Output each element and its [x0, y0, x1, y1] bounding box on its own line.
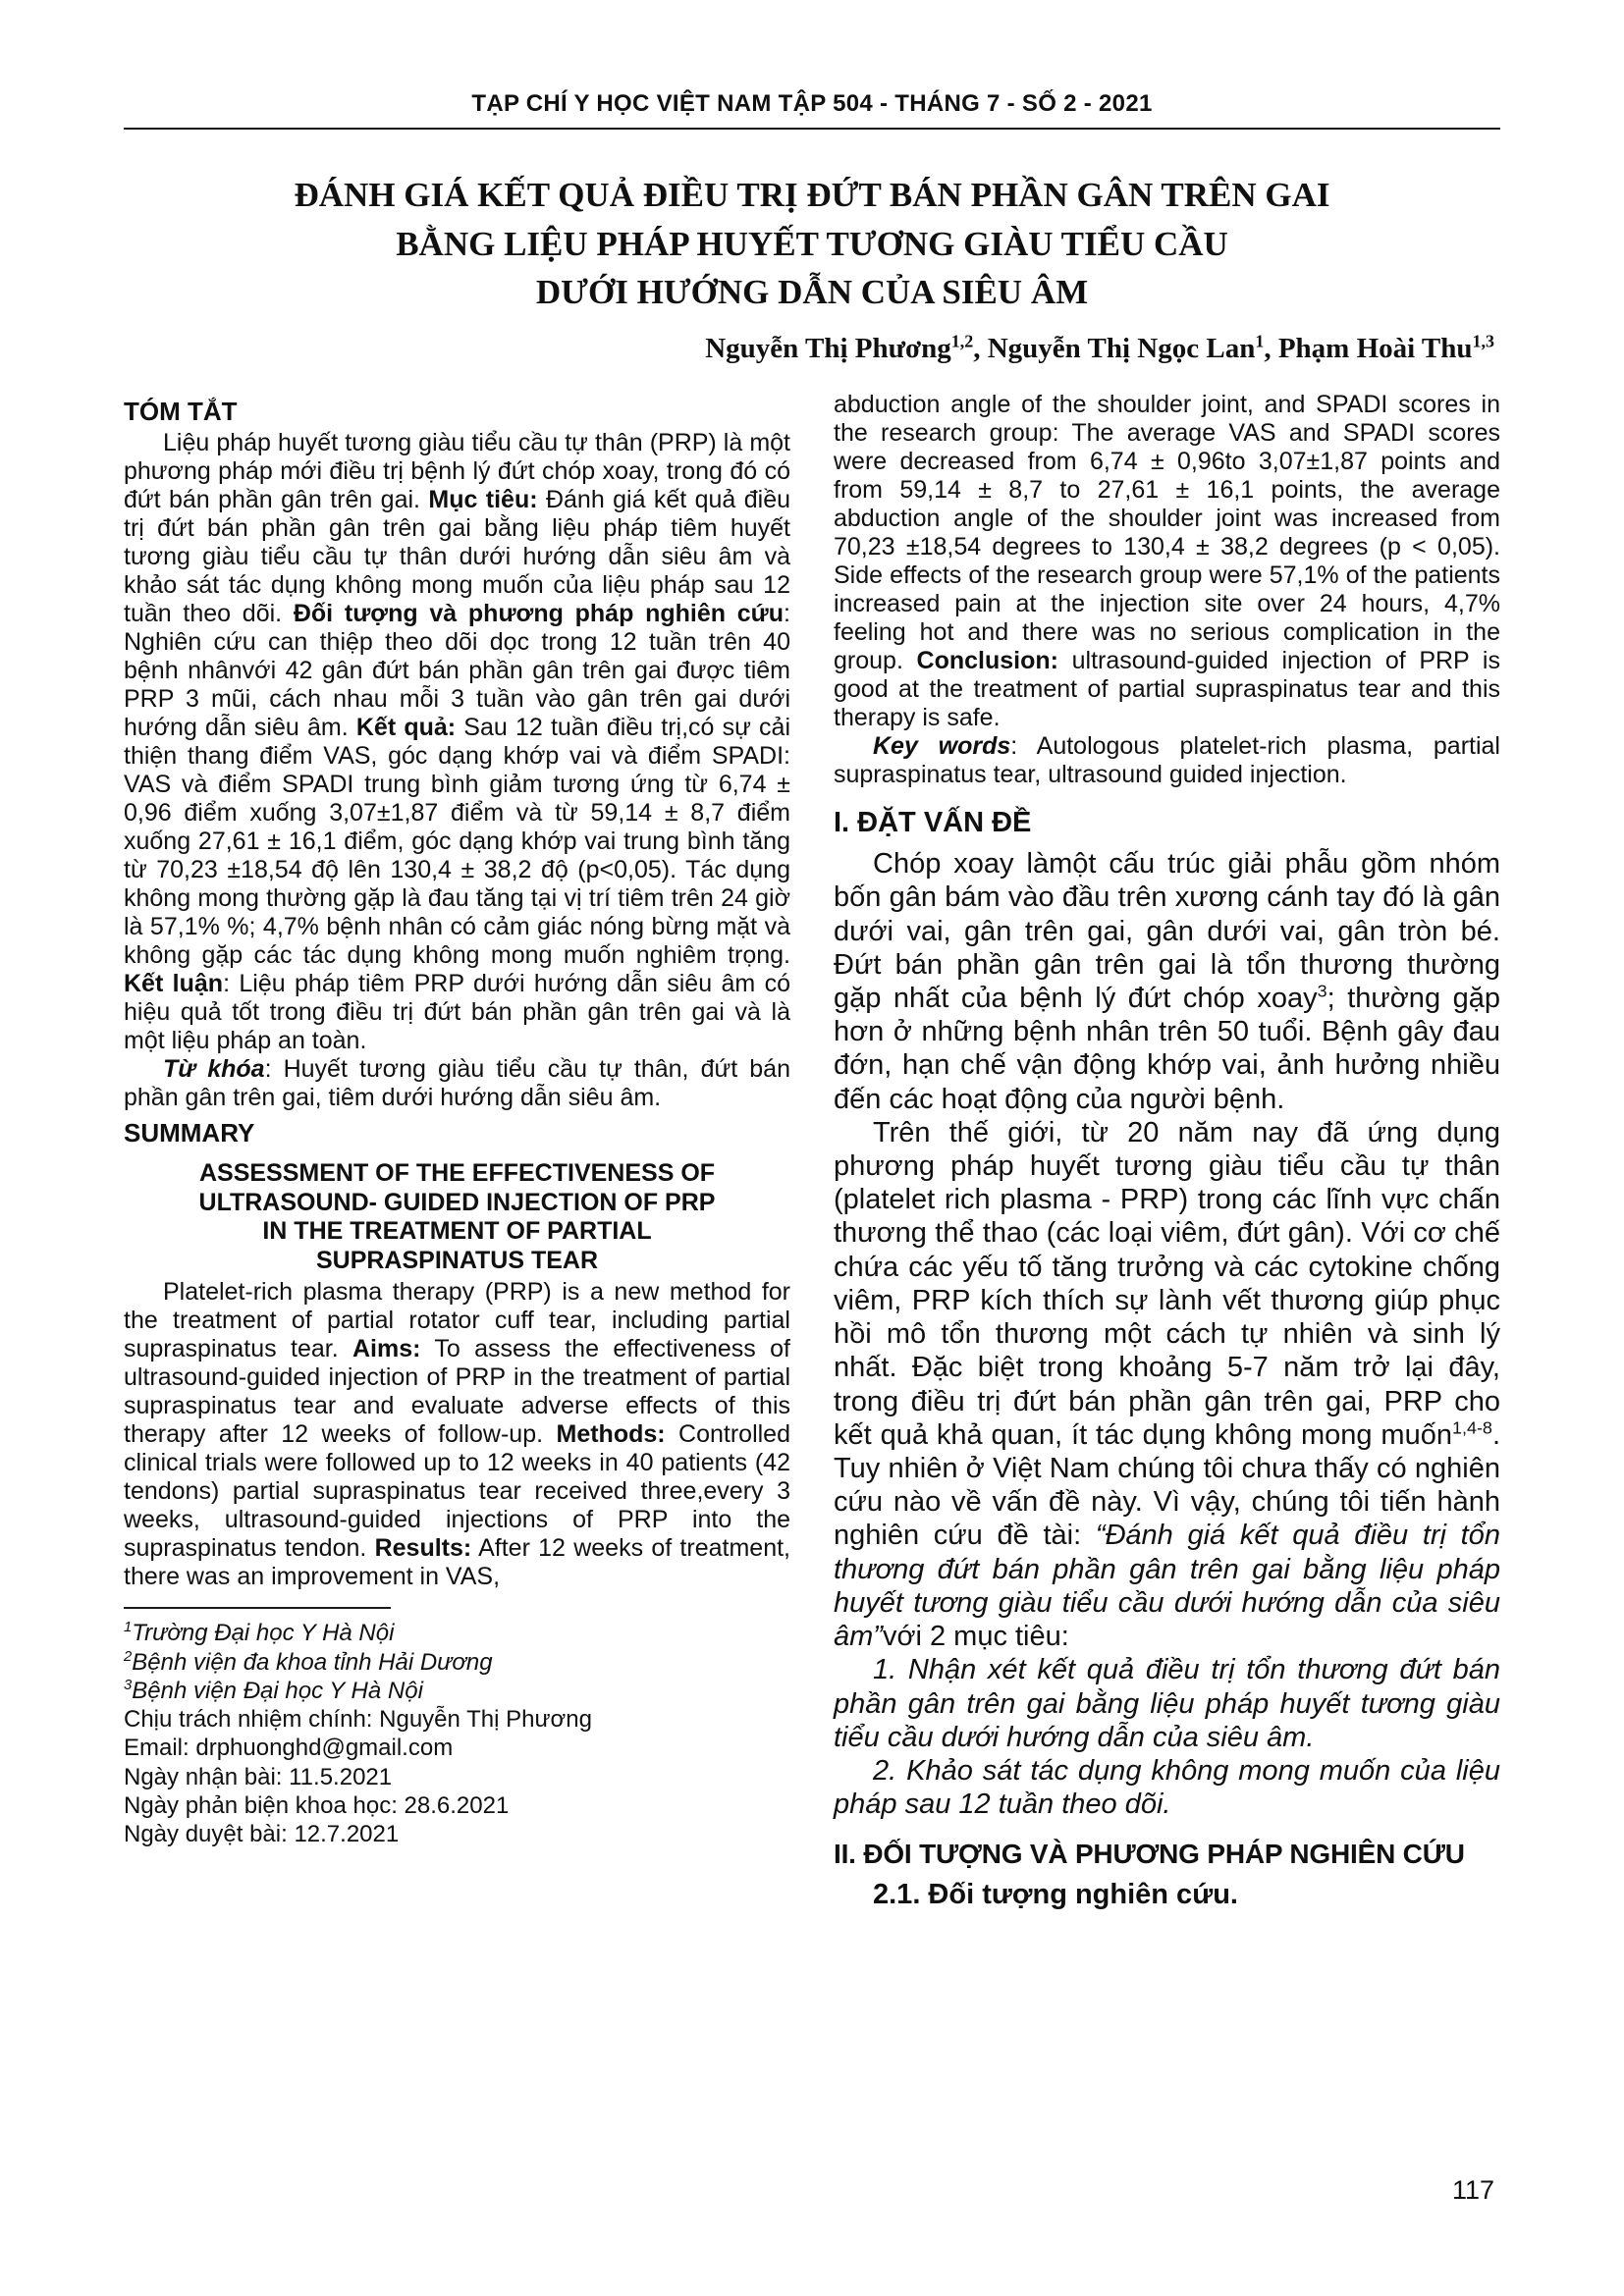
summary-heading: SUMMARY	[124, 1118, 255, 1148]
article-title	[124, 171, 1500, 317]
summary-body: Platelet-rich plasma therapy (PRP) is a new method for the treatment of partial rotator cuff tear, including partial supraspinatus tear. Aims: To assess the effectiveness of ultrasound-guided injection of PRP in the treatment of partial supraspinatus tear and evaluate adverse effects of this therapy after 12 weeks of follow-up. Methods: Controlled clinical trials were followed up to 12 weeks in 40 patients (42 tendons) partial supraspinatus tear received three,every 3 weeks, ultrasound-guided injections of PRP into the supraspinatus tendon. Results: After 12 weeks of treatment, there was an improvement in VAS,	[124, 1278, 790, 1591]
summary-title-line-3: IN THE TREATMENT OF PARTIAL	[262, 1217, 652, 1246]
summary-continuation: abduction angle of the shoulder joint, and SPADI scores in the research group: The average VAS and SPADI scores were decreased from 6,74 ± 0,96to 3,07±1,87 points and from 59,14 ± 8,7 to 27,61 ± 16,1 points, the average abduction angle of the shoulder joint was increased from 70,23 ±18,54 degrees to 130,4 ± 38,2 degrees (p < 0,05). Side effects of the research group were 57,1% of the patients increased pain at the injection site over 24 hours, 4,7% feeling hot and there was no serious complication in the group. Conclusion: ultrasound-guided injection of PRP is good at the treatment of partial supraspinatus tear and this therapy is safe.	[834, 391, 1500, 732]
section-2-1-subheading: 2.1. Đối tượng nghiên cứu.	[873, 1879, 1238, 1911]
received-date-line: Ngày nhận bài: 11.5.2021	[124, 1763, 393, 1790]
two-column-body	[124, 391, 1500, 1912]
corresponding-author-line: Chịu trách nhiệm chính: Nguyễn Thị Phương	[124, 1706, 592, 1734]
footnotes-block	[124, 1607, 790, 1848]
abstract-vi-keywords: Từ khóa: Huyết tương giàu tiểu cầu tự thân, đứt bán phần gân trên gai, tiêm dưới hướng dẫn siêu âm.	[124, 1055, 790, 1112]
abstract-vi-heading: TÓM TẮT	[124, 397, 238, 427]
summary-title-line-1: ASSESSMENT OF THE EFFECTIVENESS OF	[198, 1159, 716, 1188]
keywords-en: Key words: Autologous platelet-rich plasma, partial supraspinatus tear, ultrasound guided injection.	[834, 732, 1500, 789]
journal-header-text: TẠP CHÍ Y HỌC VIỆT NAM TẬP 504 - THÁNG 7 - SỐ 2 - 2021	[471, 90, 1153, 117]
intro-paragraph-2: Trên thế giới, từ 20 năm nay đã ứng dụng phương pháp huyết tương giàu tiểu cầu tự thân (platelet rich plasma - PRP) trong các lĩnh vực chấn thương thể thao (các loại viêm, đứt gân). Với cơ chế chứa các yếu tố tăng trưởng và các cytokine chống viêm, PRP kích thích sự lành vết thương giúp phục hồi mô tổn thương một cách tự nhiên và sinh lý nhất. Đặc biệt trong khoảng 5-7 năm trở lại đây, trong điều trị đứt bán phần gân trên gai, PRP cho kết quả khả quan, ít tác dụng không mong muốn$^{1,4-8}$. Tuy nhiên ở Việt Nam chúng tôi chưa thấy có nghiên cứu nào về vấn đề này. Vì vậy, chúng tôi tiến hành nghiên cứu đề tài: “Đánh giá kết quả điều trị tổn thương đứt bán phần gân trên gai bằng liệu pháp huyết tương giàu tiểu cầu dưới hướng dẫn của siêu âm”với 2 mục tiêu:	[834, 1116, 1500, 1653]
affiliation-2: $^2$Bệnh viện đa khoa tỉnh Hải Dương	[124, 1648, 493, 1676]
section-2-heading: II. ĐỐI TƯỢNG VÀ PHƯƠNG PHÁP NGHIÊN CỨU	[834, 1839, 1465, 1870]
affiliation-3: $^3$Bệnh viện Đại học Y Hà Nội	[124, 1677, 423, 1704]
page-number: 117	[1451, 2175, 1494, 2205]
journal-header	[124, 90, 1500, 130]
article-title-line-1: ĐÁNH GIÁ KẾT QUẢ ĐIỀU TRỊ ĐỨT BÁN PHẦN GÂN TRÊN GAI	[294, 176, 1330, 214]
objective-1: 1. Nhận xét kết quả điều trị tổn thương đứt bán phần gân trên gai bằng liệu pháp huyết tương giàu tiểu cầu dưới hướng dẫn của siêu âm.	[834, 1654, 1500, 1753]
summary-title	[124, 1159, 790, 1275]
accepted-date-line: Ngày duyệt bài: 12.7.2021	[124, 1821, 400, 1848]
footnote-divider	[124, 1607, 391, 1609]
article-title-line-3: DƯỚI HƯỚNG DẪN CỦA SIÊU ÂM	[535, 273, 1089, 312]
objective-2: 2. Khảo sát tác dụng không mong muốn của liệu pháp sau 12 tuần theo dõi.	[834, 1754, 1500, 1821]
summary-title-line-2: ULTRASOUND- GUIDED INJECTION OF PRP	[198, 1188, 716, 1216]
section-1-heading: I. ĐẶT VẤN ĐỀ	[834, 807, 1032, 839]
left-column	[124, 391, 790, 1912]
email-line: Email: drphuonghd@gmail.com	[124, 1735, 454, 1762]
intro-paragraph-1: Chóp xoay làmột cấu trúc giải phẫu gồm nhóm bốn gân bám vào đầu trên xương cánh tay đó là gân dưới vai, gân trên gai, gân dưới vai, gân tròn bé. Đứt bán phần gân trên gai là tổn thương thường gặp nhất của bệnh lý đứt chóp xoay$^3$; thường gặp hơn ở những bệnh nhân trên 50 tuổi. Bệnh gây đau đớn, hạn chế vận động khớp vai, ảnh hưởng nhiều đến các hoạt động của người bệnh.	[834, 848, 1500, 1115]
reviewed-date-line: Ngày phản biện khoa học: 28.6.2021	[124, 1791, 510, 1819]
abstract-vi-body: Liệu pháp huyết tương giàu tiểu cầu tự thân (PRP) là một phương pháp mới điều trị bệnh lý đứt chóp xoay, trong đó có đứt bán phần gân trên gai. Mục tiêu: Đánh giá kết quả điều trị đứt bán phần gân trên gai bằng liệu pháp tiêm huyết tương giàu tiểu cầu tự thân dưới hướng dẫn siêu âm và khảo sát tác dụng không mong muốn của liệu pháp sau 12 tuần theo dõi. Đối tượng và phương pháp nghiên cứu: Nghiên cứu can thiệp theo dõi dọc trong 12 tuần trên 40 bệnh nhânvới 42 gân đứt bán phần gân trên gai được tiêm PRP 3 mũi, cách nhau mỗi 3 tuần vào gân trên gai dưới hướng dẫn siêu âm. Kết quả: Sau 12 tuần điều trị,có sự cải thiện thang điểm VAS, góc dạng khớp vai và điểm SPADI: VAS và điểm SPADI trung bình giảm tương ứng từ 6,74 ± 0,96 điểm xuống 3,07±1,87 điểm và từ 59,14 ± 8,7 điểm xuống 27,61 ± 16,1 điểm, góc dạng khớp vai trung bình tăng từ 70,23 ±18,54 độ lên 130,4 ± 38,2 độ (p<0,05). Tác dụng không mong thường gặp là đau tăng tại vị trí tiêm trên 24 giờ là 57,1% %; 4,7% bệnh nhân có cảm giác nóng bừng mặt và không gặp các tác dụng không mong muốn nghiêm trọng. Kết luận: Liệu pháp tiêm PRP dưới hướng dẫn siêu âm có hiệu quả tốt trong điều trị đứt bán phần gân trên gai và là một liệu pháp an toàn.	[124, 429, 791, 1055]
right-column	[834, 391, 1500, 1912]
article-authors: Nguyễn Thị Phương$^{1,2}$, Nguyễn Thị Ngọc Lan$^1$, Phạm Hoài Thu$^{1,3}$	[705, 331, 1494, 365]
article-title-line-2: BẰNG LIỆU PHÁP HUYẾT TƯƠNG GIÀU TIỂU CẦU	[396, 224, 1228, 263]
affiliation-1: $^1$Trường Đại học Y Hà Nội	[124, 1620, 395, 1647]
summary-title-line-4: SUPRASPINATUS TEAR	[315, 1246, 599, 1274]
